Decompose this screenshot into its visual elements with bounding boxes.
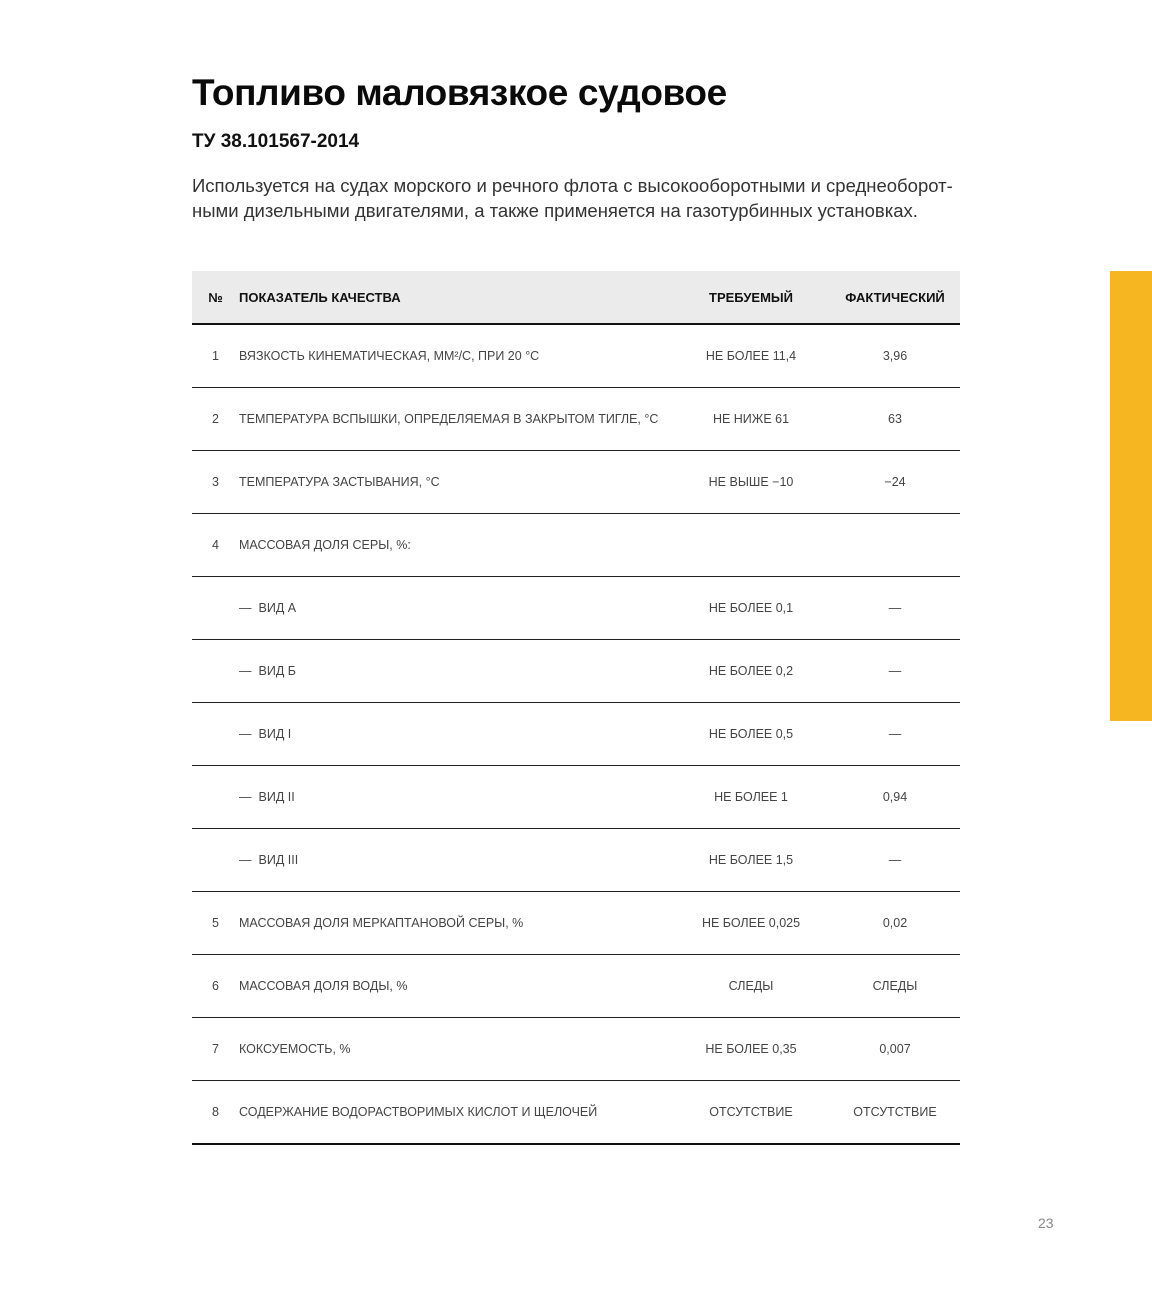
indicator-label: ВЯЗКОСТЬ КИНЕМАТИЧЕСКАЯ, ММ²/С, ПРИ 20 °С [239,349,540,363]
row-number: 1 [212,349,219,363]
sub-item-dash: — [239,853,252,867]
sub-item-dash: — [239,790,252,804]
row-required-value: НЕ БОЛЕЕ 11,4 [705,349,797,363]
header-actual: ФАКТИЧЕСКИЙ [845,289,945,305]
row-required-value: НЕ БОЛЕЕ 0,2 [708,664,794,678]
table-row [192,451,960,514]
row-required-value: НЕ НИЖЕ 61 [712,412,790,426]
indicator-label: ВИД I [258,727,292,741]
row-required-value: НЕ БОЛЕЕ 0,025 [701,916,801,930]
row-number: 6 [212,979,219,993]
row-actual-value: ОТСУТСТВИЕ [853,1105,937,1119]
quality-table [192,271,960,1145]
row-number: 8 [212,1105,219,1119]
indicator-label: ВИД II [258,790,295,804]
row-actual-value: 3,96 [882,349,908,363]
table-header [192,271,960,325]
indicator-label: КОКСУЕМОСТЬ, % [239,1042,351,1056]
row-actual-value: 0,02 [882,916,908,930]
row-indicator [239,601,679,615]
spec-code: ТУ 38.101567-2014 [192,131,360,152]
table-row [192,703,960,766]
row-number: 2 [212,412,219,426]
row-indicator [239,664,679,678]
row-indicator [239,727,679,741]
row-number: 3 [212,475,219,489]
row-actual-value: — [888,727,902,741]
table-row [192,955,960,1018]
page-title: Топливо маловязкое судовое [192,72,727,113]
row-indicator [239,1042,679,1056]
row-actual-value: СЛЕДЫ [872,979,918,993]
table-row [192,892,960,955]
page-number: 23 [1038,1215,1054,1231]
sub-item-dash: — [239,727,252,741]
indicator-label: МАССОВАЯ ДОЛЯ СЕРЫ, %: [239,538,411,552]
row-required-value: НЕ БОЛЕЕ 0,35 [705,1042,797,1056]
row-number: 7 [212,1042,219,1056]
indicator-label: ВИД III [258,853,299,867]
table-body [192,325,960,1145]
row-indicator [239,349,679,363]
header-required: ТРЕБУЕМЫЙ [709,289,793,305]
row-indicator [239,979,679,993]
row-actual-value: 63 [888,412,902,426]
table-row [192,514,960,577]
row-required-value: ОТСУТСТВИЕ [709,1105,793,1119]
table-row [192,766,960,829]
table-row [192,1018,960,1081]
row-required-value: НЕ БОЛЕЕ 0,1 [708,601,794,615]
indicator-label: ТЕМПЕРАТУРА ВСПЫШКИ, ОПРЕДЕЛЯЕМАЯ В ЗАКРЫТОМ ТИГЛЕ, °С [239,412,659,426]
row-actual-value: −24 [884,475,906,489]
row-number: 4 [212,538,219,552]
table-row [192,1081,960,1145]
row-actual-value: — [888,601,902,615]
row-indicator [239,790,679,804]
row-required-value: НЕ БОЛЕЕ 1 [714,790,788,804]
sub-item-dash: — [239,601,252,615]
table-row [192,325,960,388]
row-indicator [239,412,679,426]
header-number: № [208,289,223,305]
row-required-value: НЕ БОЛЕЕ 1,5 [708,853,794,867]
row-actual-value: — [888,853,902,867]
row-required-value: СЛЕДЫ [728,979,774,993]
row-indicator [239,853,679,867]
table-row [192,829,960,892]
table-row [192,577,960,640]
indicator-label: МАССОВАЯ ДОЛЯ ВОДЫ, % [239,979,408,993]
product-description: Используется на судах морского и речного флота с высокооборотными и среднеоборот- ными дизельными двигателями, а также применяется на газотурбинных установках. [192,175,953,221]
accent-bar [1110,271,1152,721]
row-indicator [239,538,679,552]
row-number: 5 [212,916,219,930]
row-indicator [239,475,679,489]
header-indicator: ПОКАЗАТЕЛЬ КАЧЕСТВА [239,289,401,305]
indicator-label: МАССОВАЯ ДОЛЯ МЕРКАПТАНОВОЙ СЕРЫ, % [239,916,524,930]
row-required-value: НЕ ВЫШЕ −10 [708,475,794,489]
row-actual-value: 0,94 [882,790,908,804]
indicator-label: ВИД Б [258,664,296,678]
indicator-label: ВИД А [258,601,297,615]
row-required-value: НЕ БОЛЕЕ 0,5 [708,727,794,741]
indicator-label: СОДЕРЖАНИЕ ВОДОРАСТВОРИМЫХ КИСЛОТ И ЩЕЛОЧЕЙ [239,1105,598,1119]
row-actual-value: 0,007 [879,1042,911,1056]
row-indicator [239,916,679,930]
row-actual-value: — [888,664,902,678]
table-row [192,640,960,703]
table-row [192,388,960,451]
row-indicator [239,1105,679,1119]
indicator-label: ТЕМПЕРАТУРА ЗАСТЫВАНИЯ, °С [239,475,440,489]
sub-item-dash: — [239,664,252,678]
